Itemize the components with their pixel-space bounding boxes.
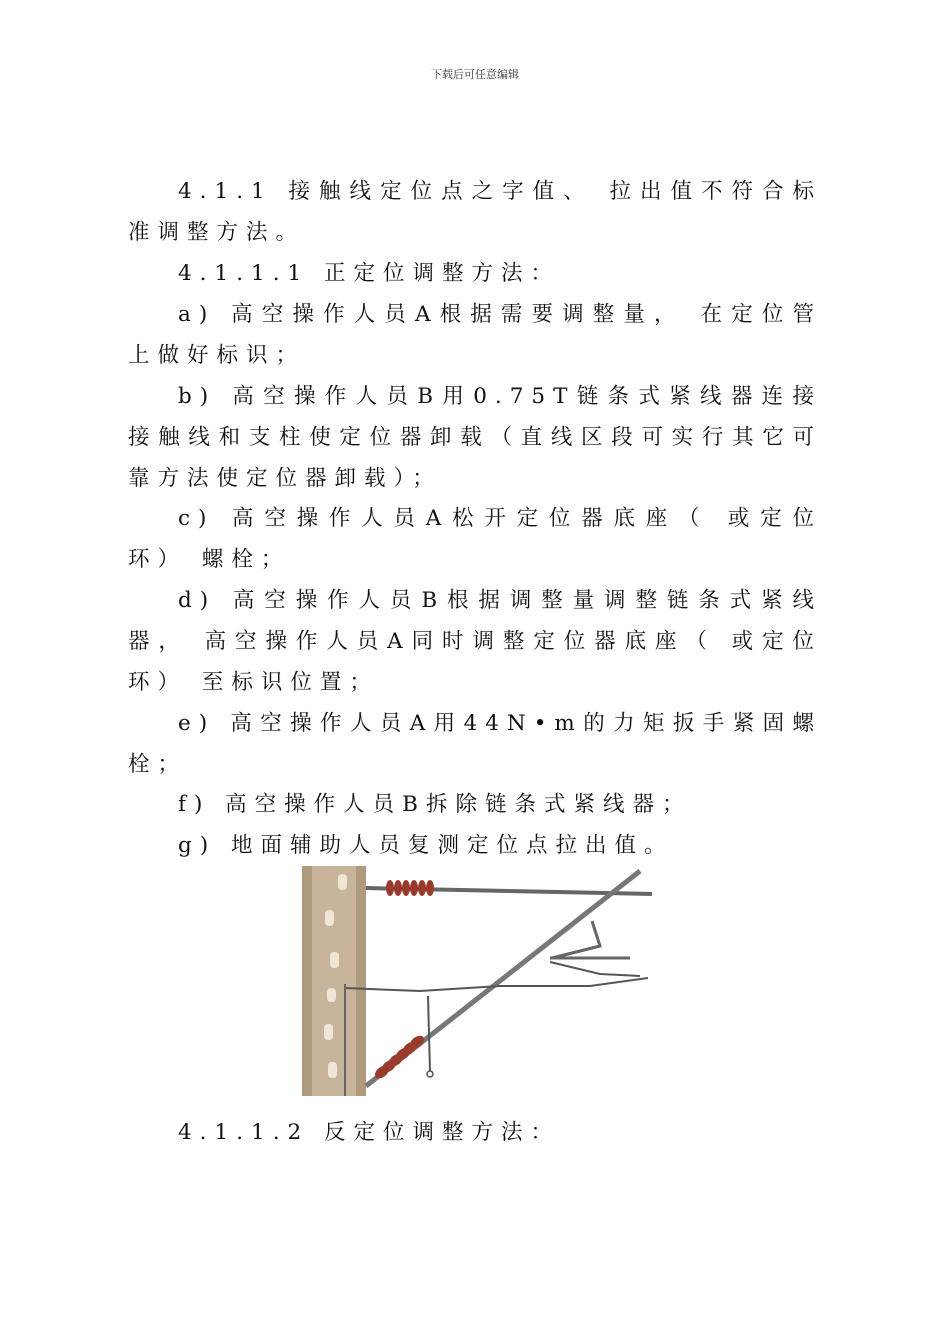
step-c: c) 高空操作人员A松开定位器底座（ 或定位环） 螺栓； xyxy=(128,506,822,572)
steady-arm xyxy=(552,921,600,958)
section-4-1-1-title: 4.1.1 接触线定位点之字值、 拉出值不符合标准调整方法。 xyxy=(128,179,822,245)
step-d: d) 高空操作人员B根据调整量调整链条式紧线器， 高空操作人员A同时调整定位器底座（ 或定位环） 至标识位置； xyxy=(128,588,822,695)
step-b: b) 高空操作人员B用0.75T链条式紧线器连接接触线和支柱使定位器卸载（直线区段可实行其它可靠方法使定位器卸载）； xyxy=(128,384,822,491)
page-header-note: 下载后可任意编辑 xyxy=(431,68,519,81)
lower-insulator xyxy=(373,1033,427,1081)
cantilever-photo xyxy=(300,866,656,1096)
upper-insulator xyxy=(386,880,434,896)
step-e: e) 高空操作人员A用44N•m的力矩扳手紧固螺栓； xyxy=(128,711,822,777)
section-4-1-1-1-title: 4.1.1.1 正定位调整方法： xyxy=(178,261,561,286)
step-f: f) 高空操作人员B拆除链条式紧线器； xyxy=(178,792,692,817)
step-g: g) 地面辅助人员复测定位点拉出值。 xyxy=(178,833,674,858)
section-4-1-1-2-title: 4.1.1.2 反定位调整方法： xyxy=(178,1120,561,1145)
step-a: a) 高空操作人员A根据需要调整量， 在定位管上做好标识； xyxy=(128,302,822,368)
